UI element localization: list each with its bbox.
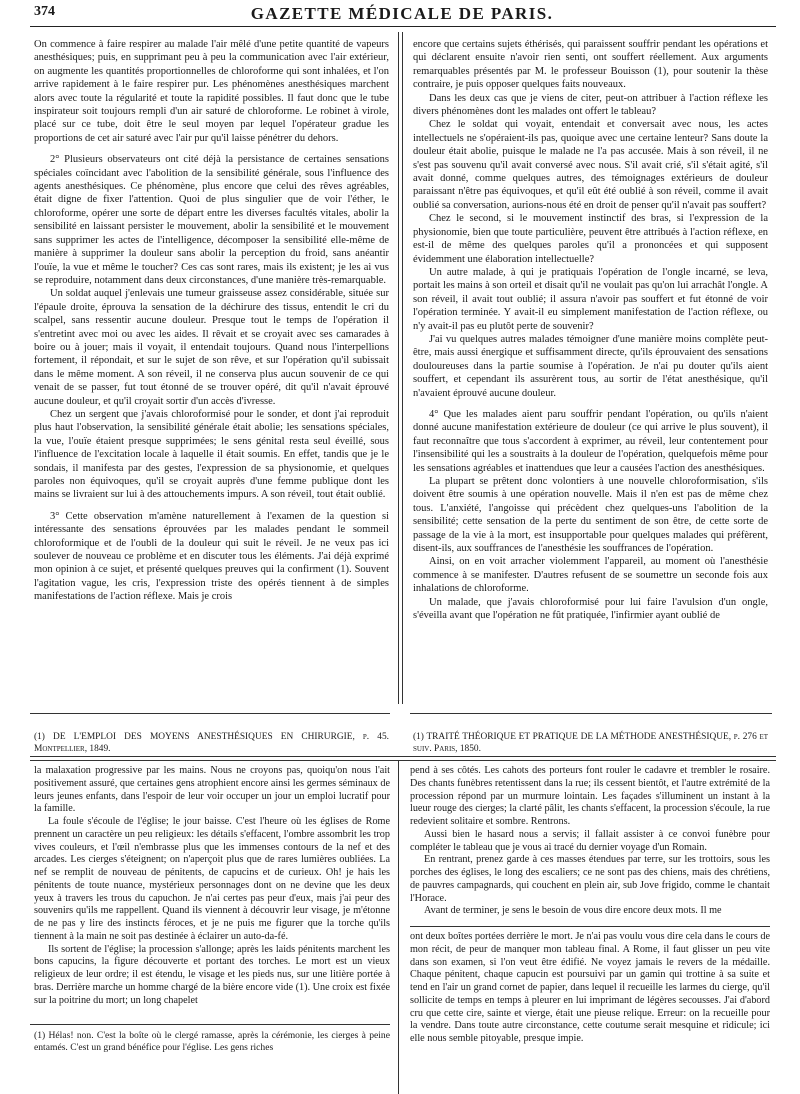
header-rule bbox=[30, 26, 776, 27]
paragraph: En rentrant, prenez garde à ces masses étendues par terre, sur les trottoirs, sous les porches des églises, le long des escaliers; ce ne sont pas des chiens, mais des chrétiens, de pauvres campagnards, qui couchent en plein air, sub Jove frigido, comme le chantait l'Horace. bbox=[410, 854, 770, 904]
running-head bbox=[34, 4, 770, 26]
journal-title: GAZETTE MÉDICALE DE PARIS. bbox=[250, 4, 554, 23]
page-number: 374 bbox=[34, 4, 55, 19]
paragraph: La plupart se prêtent donc volontiers à une nouvelle chloroformisation, s'ils doivent être soumis à une opération nouvelle. Mais il n'en est pas de même chez tous. L'anxiété, l'angoisse qui précèdent chez quelques-uns l'abolition de la sensibilité; cette sensation de la perte du sentiment de son être, de cette sorte de passage de la vie à la mort, est insupportable pour quelques malades qui préfèrent, disent-ils, aux souffrances de l'anesthésie les souffrances de l'opération. bbox=[413, 476, 768, 555]
left-column bbox=[34, 38, 389, 702]
paragraph: 3° Cette observation m'amène naturellement à l'examen de la question si intéressante des sensations éprouvées par les malades pendant le sommeil chloroformique et de l'oubli de la douleur qui suit le réveil. Je ne veux pas ici soulever de nouveau ce problème et en discuter tous les éléments. J'ai déjà exprimé mon opinion à ce sujet, et présenté quelques preuves qui la confirment (1). Souvent l'agitation vague, les cris, l'expression triste des opérés tiennent à de simples manifestations de l'action réflexe. Mais je crois bbox=[34, 510, 389, 603]
paragraph: Un soldat auquel j'enlevais une tumeur graisseuse assez considérable, située sur l'épaule droite, éprouva la sensation de la déchirure des tissus, entendit le cri du scalpel, sans ressentir aucune douleur. Presque tout le temps de l'opération il s'entretint avec moi ou avec les aides. Il rêvait et se croyait avec ses camarades à boire ou à jouer; mais il voyait, il entendait toujours. Quand nous l'interpellions fortement, il répondait, et sur le sujet de son rêve, et sur l'opération qu'il subissait dans le même moment. A son réveil, il ne conserva plus aucun souvenir de ce qui venait de se passer, fut tout étonné de se trouver opéré, dit qu'il n'avait éprouvé aucune douleur, et qu'il croyait sortir d'un accès d'ivresse. bbox=[34, 288, 389, 407]
section-rule bbox=[410, 926, 770, 927]
paragraph: 4° Que les malades aient paru souffrir pendant l'opération, ou qu'ils n'aient donné aucune manifestation extérieure de douleur (ce qui arrive le plus souvent), il faut reconnaître que tous s'accordent à exprimer, au réveil, leur contentement pour l'insensibilité qui les a soustraits à la douleur de l'opération, quelquefois même pour les sensations agréables et inattendues que leur a causées l'action des anesthésiques. bbox=[413, 408, 768, 474]
paragraph: Dans les deux cas que je viens de citer, peut-on attribuer à l'action réflexe les divers phénomènes dont les malades ont offert le tableau? bbox=[413, 92, 768, 118]
paragraph: Chez le soldat qui voyait, entendait et conversait avec nous, les actes intellectuels ne s'opéraient-ils pas, quoique avec une certaine lenteur? Sans doute la douleur était abolie, puisque le malade ne l'a pas accusée. Mais à son réveil, il ne s'est pas souvenu qu'il avait conversé avec nous. S'il avait crié, s'il s'était agité, s'il avait donné, comme quelques autres, des témoignages extérieurs de douleur paraissant n'être pas équivoques, et qu'il eût été oublié à son réveil, comme il avait oublié sa conversation, aurions-nous été en droit de penser qu'il n'avait pas souffert? bbox=[413, 119, 768, 211]
column-divider bbox=[398, 32, 399, 704]
feuilleton-rule bbox=[30, 760, 776, 761]
paragraph: pend à ses côtés. Les cahots des porteurs font rouler le cadavre et trembler le rosaire. Des chants funèbres retentissent dans la rue; ils cessent bientôt, et l'autre extrémité de la procession répond par un murmure lointain. Les façades s'illuminent un instant à la lueur rouge des cierges; la clarté pâlit, les chants s'effacent, la procession s'écoule, la rue redevient solitaire et sombre. Rentrons. bbox=[410, 765, 770, 827]
footnote-left: (1) DE L'EMPLOI DES MOYENS ANESTHÉSIQUES EN CHIRURGIE, p. 45. Montpellier, 1849. bbox=[34, 732, 389, 754]
feuilleton-divider bbox=[398, 760, 399, 1094]
paragraph: J'ai vu quelques autres malades témoigner d'une manière moins complète peut-être, mais aussi énergique et suffisamment directe, qu'ils éprouvaient des sensations douloureuses dans la partie soumise à l'opération. Je n'ai pu douter qu'ils aient souffert, et cependant ils assurèrent tous, au sortir de l'état anesthésique, qu'il n'avaient éprouvé aucune douleur. bbox=[413, 333, 768, 399]
paragraph: Un malade, que j'avais chloroformisé pour lui faire l'avulsion d'un ongle, s'éveilla avant que l'opération ne fût pratiquée, l'infirmier ayant oublié de bbox=[413, 596, 768, 622]
paragraph: Un autre malade, à qui je pratiquais l'opération de l'ongle incarné, se leva, portait les mains à son orteil et disait qu'il ne voulait pas qu'on lui arrachât l'ongle. A son réveil, il avait tout oublié; il assura n'avoir pas souffert et fut étonné de voir l'opération terminée. Y avait-il eu simplement manifestation de l'action réflexe, ou n'y avait-il pas eu plutôt perte de souvenir? bbox=[413, 266, 768, 332]
paragraph: Aussi bien le hasard nous a servis; il fallait assister à ce convoi funèbre pour compléter le tableau que je vous ai tracé du dernier voyage d'un Romain. bbox=[410, 828, 770, 853]
feuilleton-right-column bbox=[410, 765, 770, 925]
paragraph: Chez le second, si le mouvement instinctif des bras, si l'expression de la physionomie, bien que toute particulière, peuvent être attribués à l'action réflexe, en est-il de même des quelques paroles qu'il a prononcées et qui supposent évidemment une élaboration intellectuelle? bbox=[413, 213, 768, 265]
column-divider bbox=[402, 32, 403, 704]
paragraph: la malaxation progressive par les mains. Nous ne croyons pas, quoiqu'on nous l'ait positivement assuré, que certaines gens atrophient encore ainsi les germes séminaux de leurs jeunes enfants, dans l'espoir de leur voir occuper un jour un emploi lucratif pour la famille. bbox=[34, 765, 390, 815]
paragraph: Ils sortent de l'église; la procession s'allonge; après les laids pénitents marchent les bons capucins, la figure découverte et portant des torches. Le mort est un vieux religieux de leur ordre; il est étendu, le visage et les pieds nus, sur une litière portée à bras. Derrière marche un homme chargé de la bière encore vide (1). Une croix est fixée sur la poitrine du mort; un long chapelet bbox=[34, 943, 390, 1006]
paragraph: 2° Plusieurs observateurs ont cité déjà la persistance de certaines sensations spéciales coïncidant avec l'abolition de la sensibilité générale, sous l'influence des agents anesthésiques. Ce phénomène, plus encore que celui des rêves agréables, était digne de fixer l'attention. Quoi de plus singulier que de voir l'éther, le chloroforme, opérer une sorte de départ entre les diverses facultés vitales, abolir la sensibilité en laissant persister le mouvement, abolir la sensibilité et le mouvement sans supprimer les actes de l'intelligence, décomposer la sensibilité elle-même de manière à supprimer la douleur sans abolir la perception du froid, sans anéantir l'ouïe, la vue et même le toucher? Ces cas sont rares, mais ils existent; je les ai vus se reproduire, notamment dans deux circonstances, d'une manière très-remarquable. bbox=[34, 154, 389, 286]
paragraph: Ainsi, on en voit arracher violemment l'appareil, au moment où l'anesthésie commence à se manifester. D'autres refusent de se soumettre un seconde fois aux inhalations de chloroforme. bbox=[413, 556, 768, 595]
paragraph: La foule s'écoule de l'église; le jour baisse. C'est l'heure où les églises de Rome prennent un caractère un peu religieux: les détails s'effacent, l'ombre assombrit les trop vives couleurs, et l'œil n'embrasse plus que les immenses contours de la nef et des arcades. Les cierges s'éteignent; on n'aperçoit plus que de rares lumières oubliées. La nef se remplit de nouveau de pénitents, de capucins et de curieux. Oh! je hais les pénitents de toute nuance, mystérieux personnages dont on ne devine que les deux yeux à travers les trous du capuchon. Je n'ai certes pas peur d'eux, mais j'ai peur des souvenirs qu'ils me rappellent. Quand ils viennent à découvrir leur visage, je m'étonne de ne pas y lire des instincts féroces, et je ne puis me figurer que la torche qu'ils tiennent à la main ne soit pas destinée à éclairer un auto-da-fé. bbox=[34, 816, 390, 942]
right-column bbox=[413, 38, 768, 702]
footnote-rule bbox=[30, 713, 390, 714]
paragraph: ont deux boîtes portées derrière le mort. Je n'ai pas voulu vous dire cela dans le cours de mon récit, de peur de manquer mon tableau final. A Rome, il faut glisser un peu vite dans son examen, si l'on veut être édifié. Ne voyez jamais le revers de la médaille. Chaque pénitent, chaque capucin est poursuivi par un gamin qui trottine à sa suite et tend en l'air un grand cornet de papier, dans lequel il recueille les larmes du cierge, qu'il sollicite de temps en temps à pleurer en lui imprimant de légères secousses. J'ai d'abord cru que cette cire, sainte et vierge, était une pieuse relique. Erreur: on la recueille pour la vendre. Dans toute autre circonstance, cette coutume serait mesquine et ridicule; ici elle nous semble pitoyable, presque impie. bbox=[410, 931, 770, 1044]
feuilleton-right-lower bbox=[410, 931, 770, 1089]
feuilleton-rule bbox=[30, 756, 776, 757]
footnote-right: (1) TRAITÉ THÉORIQUE ET PRATIQUE DE LA MÉTHODE ANESTHÉSIQUE, p. 276 et suiv. Paris, 1850. bbox=[413, 732, 768, 754]
paragraph: Avant de terminer, je sens le besoin de vous dire encore deux mots. Il me bbox=[424, 905, 722, 917]
paragraph: Chez un sergent que j'avais chloroformisé pour le sonder, et dont j'ai reproduit plus haut l'observation, la sensibilité générale était abolie; les sensations spéciales, la vue, l'ouïe étaient presque supprimées; le sens génital resta seul éveillé, sous l'influence de l'excitation locale à laquelle il était soumis. En effet, tandis que je le sondais, il manifesta par des gestes, l'expression de sa physionomie, et quelques paroles non équivoques, qu'il se croyait auprès d'une femme publique dont les mains se livraient sur lui à des attouchements impurs. A son réveil, tout était oublié. bbox=[34, 408, 389, 501]
paragraph: encore que certains sujets éthérisés, qui paraissent souffrir pendant les opérations et qui déclarent ensuite n'avoir rien senti, ont souffert réellement. Aux arguments remarquables présentés par M. le professeur Bouisson (1), pour soutenir la thèse contraire, je puis opposer quelques faits nouveaux. bbox=[413, 39, 768, 91]
feuilleton-left-column bbox=[34, 765, 390, 1015]
footnote-rule bbox=[410, 713, 772, 714]
feuilleton-footnote: (1) Hélas! non. C'est la boîte où le clergé ramasse, après la cérémonie, les cierges à peine entamés. C'est un grand bénéfice pour l'église. Les gens riches bbox=[34, 1030, 390, 1053]
paragraph: On commence à faire respirer au malade l'air mêlé d'une petite quantité de vapeurs anesthésiques; puis, en supprimant peu à peu la communication avec l'air extérieur, on augmente les quantités proportionnelles de chloroforme qui sont inhalées, et l'on arrive rapidement à le faire respirer pur. Les phénomènes anesthésiques marchent alors avec toute la régularité et toute la rapidité possibles. Il faut donc que le tube inspirateur soit toujours rempli d'un air saturé de chloroforme. Le robinet à virole, placé sur ce tube, doit être le seul moyen par lequel l'opérateur gradue les proportions de cet air saturé avec l'air pur qu'il laisse pénétrer du dehors. bbox=[34, 39, 389, 144]
footnote-rule bbox=[30, 1024, 390, 1025]
